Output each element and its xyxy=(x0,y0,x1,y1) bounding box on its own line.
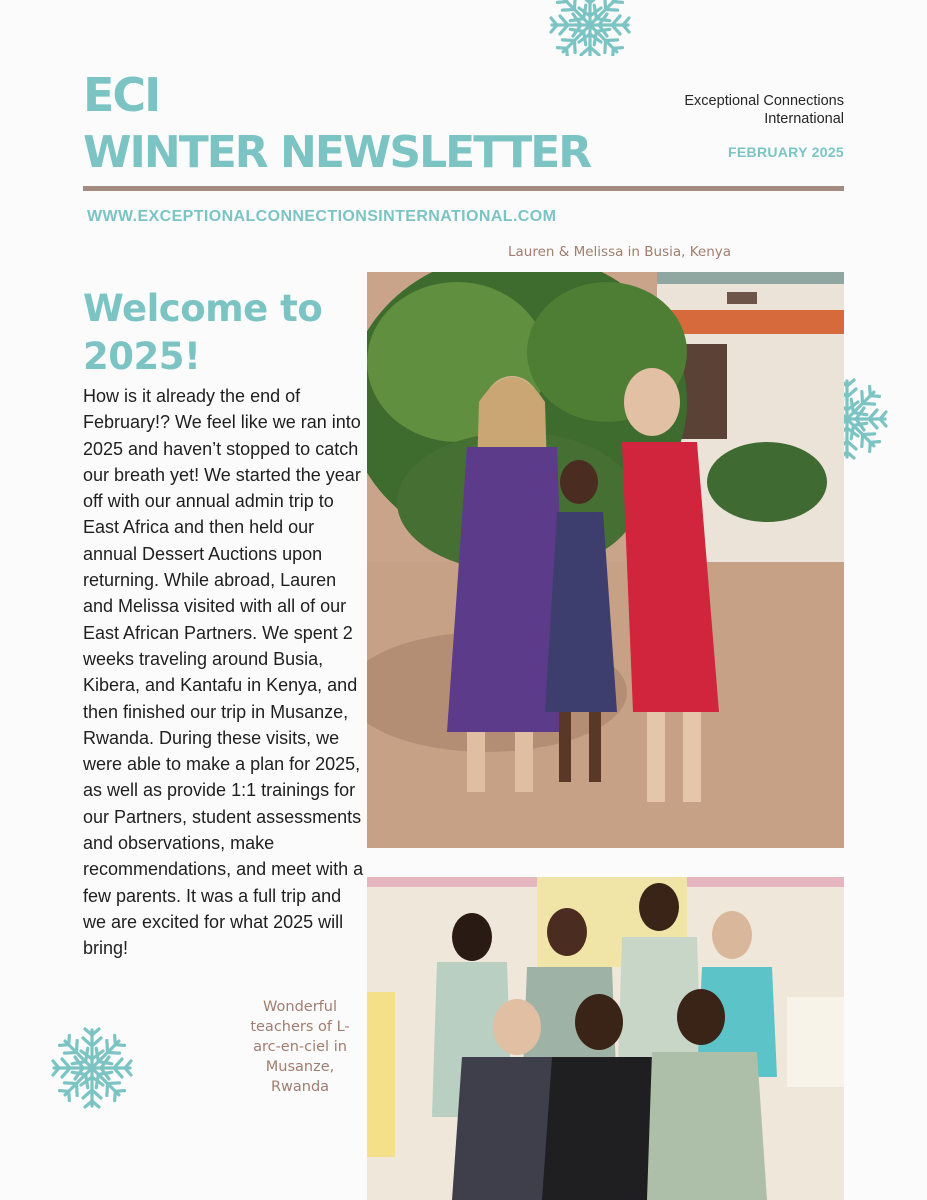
snowflake-icon xyxy=(548,0,632,56)
photo-caption-busia: Lauren & Melissa in Busia, Kenya xyxy=(508,244,732,260)
photo-busia-kenya xyxy=(367,272,844,848)
website-link[interactable]: WWW.EXCEPTIONALCONNECTIONSINTERNATIONAL.COM xyxy=(87,208,557,225)
issue-date: FEBRUARY 2025 xyxy=(728,144,844,160)
organization-name: Exceptional Connections International xyxy=(684,93,844,127)
newsletter-title: WINTER NEWSLETTER xyxy=(83,127,591,178)
article-body: How is it already the end of February!? We feel like we ran into 2025 and haven’t stopped to catch our breath yet! We started the year off with our annual admin trip to East Africa and then held our annual Dessert Auctions upon returning. While abroad, Lauren and Melissa visited with all of our East African Partners. We spent 2 weeks traveling around Busia, Kibera, and Kantafu in Kenya, and then finished our trip in Musanze, Rwanda. During these visits, we were able to make a plan for 2025, as well as provide 1:1 trainings for our Partners, student assessments and observations, make recommendations, and meet with a few parents. It was a full trip and we are excited for what 2025 will bring! xyxy=(83,386,364,959)
article-heading: Welcome to 2025! xyxy=(83,287,323,378)
newsletter-title-eci: ECI xyxy=(83,68,160,122)
snowflake-icon xyxy=(51,1027,133,1109)
photo-caption-teachers: Wonderful teachers of L-arc-en-ciel in Musanze, Rwanda xyxy=(250,999,350,1095)
photo-teachers-musanze xyxy=(367,877,844,1200)
header-divider xyxy=(83,186,844,191)
